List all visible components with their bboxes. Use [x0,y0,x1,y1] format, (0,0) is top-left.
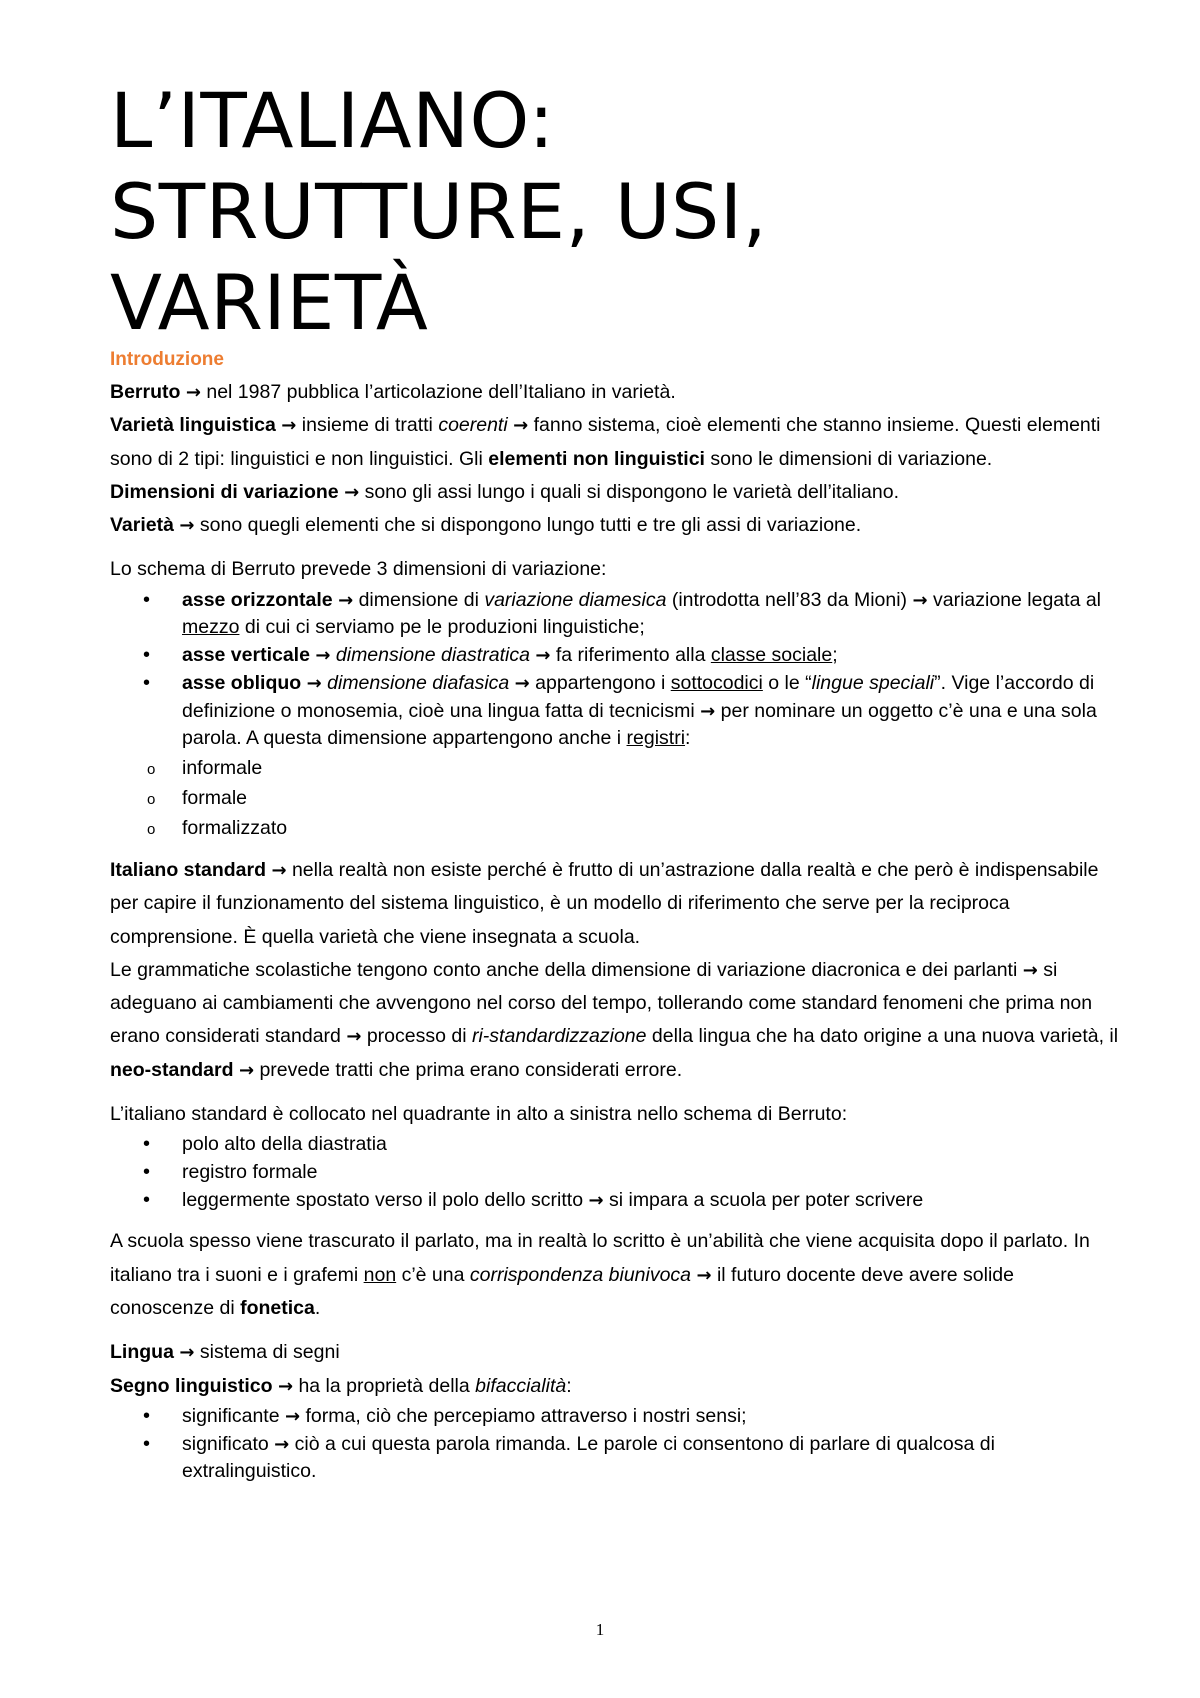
list-item-asse-verticale: • asse verticale → dimensione diastratica → fa riferimento alla classe sociale; [110,642,1120,670]
arrow-icon: → [344,481,360,503]
arrow-icon: → [271,860,287,881]
arrow-icon: → [179,515,195,537]
list-item-registro: o formalizzato [110,813,1120,843]
paragraph-varieta-linguistica: Varietà linguistica → insieme di tratti coerenti → fanno sistema, cioè elementi che stanno insieme. Questi elementi sono di 2 tipi: linguistici e non linguistici. Gli elementi non linguistici sono le dimensioni di variazione. [110,414,1101,470]
title-line-3: VARIETÀ [110,258,429,347]
list-item-asse-orizzontale: • asse orizzontale → dimensione di variazione diamesica (introdotta nell’83 da Mioni) → variazione legata al mezzo di cui ci serviamo pe le produzioni linguistiche; [110,587,1120,642]
paragraph-schema-intro: Lo schema di Berruto prevede 3 dimensioni di variazione: [110,558,607,581]
arrow-icon: → [535,645,551,667]
list-item: • registro formale [110,1159,1120,1187]
paragraph-collocato: L’italiano standard è collocato nel quadrante in alto a sinistra nello schema di Berruto: [110,1103,848,1126]
arrow-icon: → [513,415,529,437]
arrow-icon: → [588,1189,604,1211]
arrow-icon: → [185,382,201,403]
page-number: 1 [595,1620,605,1639]
document-title [110,75,767,348]
list-item-registro: o formale [110,783,1120,813]
section-heading-introduzione: Introduzione [110,349,224,370]
arrow-icon: → [238,1059,255,1081]
paragraph-varieta: Varietà → sono quegli elementi che si dispongono lungo tutti e tre gli assi di variazione. [110,514,862,537]
arrow-icon: → [315,645,331,667]
paragraph-dimensioni: Dimensioni di variazione → sono gli assi lungo i quali si dispongono le varietà dell’italiano. [110,480,899,503]
list-item-asse-obliquo: • asse obliquo → dimensione diafasica → appartengono i sottocodici o le “lingue speciali”. Vige l’accordo di definizione o monosemia, cioè una lingua fatta di tecnicismi → per nominare un oggetto c’è una e una sola parola. A questa dimensione appartengono anche i registri: [110,670,1120,753]
list-segno [110,1403,1120,1486]
term-berruto: Berruto [110,381,181,403]
arrow-icon: → [912,589,928,611]
arrow-icon: → [284,1405,301,1427]
arrow-icon: → [700,700,716,722]
list-item-significato: • significato → ciò a cui questa parola rimanda. Le parole ci consentono di parlare di qualcosa di extralinguistico. [110,1431,1120,1486]
arrow-icon: → [338,589,354,611]
title-line-2: STRUTTURE, USI, [110,167,768,256]
paragraph-segno: Segno linguistico → ha la proprietà della bifaccialità: [110,1374,572,1397]
paragraph-lingua: Lingua → sistema di segni [110,1341,340,1364]
arrow-icon: → [179,1342,195,1364]
arrow-icon: → [277,1375,294,1397]
arrow-icon: → [1022,959,1038,981]
paragraph-italiano-standard: Italiano standard → nella realtà non esiste perché è frutto di un’astrazione dalla realtà e che però è indispensabile per capire il funzionamento del sistema linguistico, è un modello di riferimento che serve per la reciproca comprensione. È quella varietà che viene insegnata a scuola. [110,859,1099,948]
list-standard [110,1131,1120,1214]
list-item: • polo alto della diastratia [110,1131,1120,1159]
paragraph-berruto: Berruto → nel 1987 pubblica l’articolazione dell’Italiano in varietà. [110,381,676,403]
list-assi [110,587,1120,753]
list-item: • leggermente spostato verso il polo dello scritto → si impara a scuola per poter scrivere [110,1187,1120,1215]
arrow-icon: → [514,672,530,694]
arrow-icon: → [696,1264,712,1286]
title-line-1: L’ITALIANO: [110,76,555,165]
paragraph-grammatiche: Le grammatiche scolastiche tengono conto anche della dimensione di variazione diacronica e dei parlanti → si adeguano ai cambiamenti che avvengono nel corso del tempo, tollerando come standard fenomeni che prima non erano considerati standard → processo di ri-standardizzazione della lingua che ha dato origine a una nuova varietà, il neo-standard → prevede tratti che prima erano considerati errore. [110,958,1119,1081]
arrow-icon: → [274,1433,290,1455]
arrow-icon: → [281,415,297,437]
document-body [110,343,1120,1486]
list-item-registro: o informale [110,753,1120,783]
list-registri [110,753,1120,843]
paragraph-scuola: A scuola spesso viene trascurato il parlato, ma in realtà lo scritto è un’abilità che viene acquisita dopo il parlato. In italiano tra i suoni e i grafemi non c’è una corrispondenza biunivoca → il futuro docente deve avere solide conoscenze di fonetica. [110,1230,1090,1320]
arrow-icon: → [346,1026,362,1048]
list-item-significante: • significante → forma, ciò che percepiamo attraverso i nostri sensi; [110,1403,1120,1431]
arrow-icon: → [306,672,322,694]
